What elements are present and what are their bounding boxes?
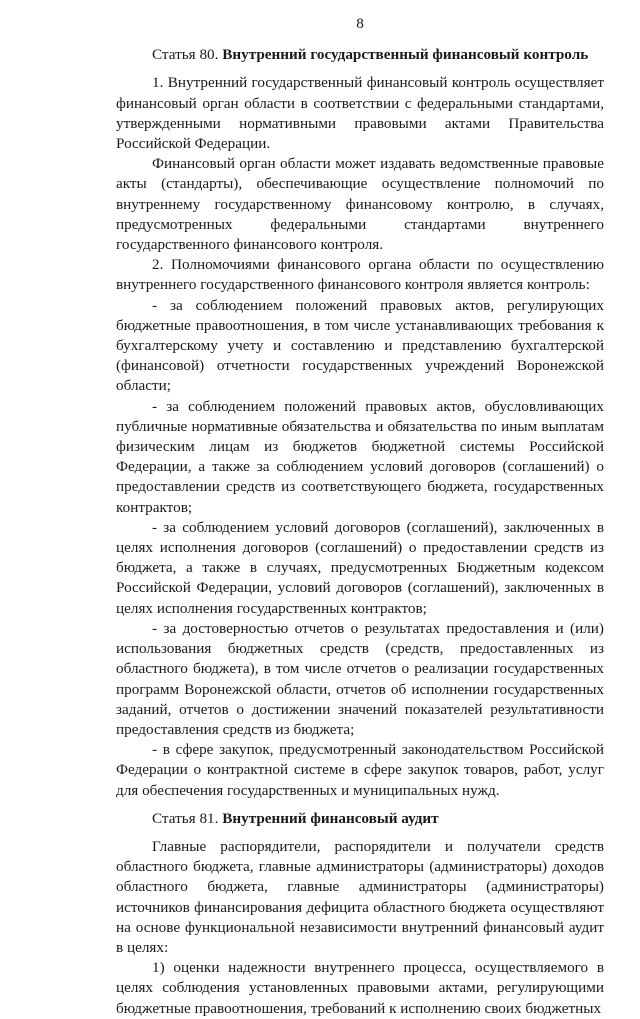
article-80-list-item: - за соблюдением положений правовых актов, обусловливающих публичные нормативные обязательства и обязательства по иным выплатам физическим лицам из бюджетов бюджетной системы Российской Федерации, а также за соблюдением условий договоров (соглашений) о предоставлении средств из соответствующего бюджета, государственных контрактов; xyxy=(116,397,604,516)
article-80-paragraph: 1. Внутренний государственный финансовый контроль осуществляет финансовый орган области в соответствии с федеральными стандартами, утвержденными нормативными правовыми актами Правительства Российской Федерации. xyxy=(116,74,604,153)
article-81-paragraph: 1) оценки надежности внутреннего процесса, осуществляемого в целях соблюдения установленных правовыми актами, регулирующими бюджетные правоотношения, требований к исполнению своих бюджетных xyxy=(116,959,604,1017)
article-81-title: Внутренний финансовый аудит xyxy=(222,809,439,827)
document-page xyxy=(116,14,604,1019)
article-80-paragraph: Финансовый орган области может издавать ведомственные правовые акты (стандарты), обеспечивающие осуществление полномочий по внутреннему государственному финансовому контролю, в случаях, предусмотренных федеральными стандартами внутреннего государственного финансового контроля. xyxy=(116,155,604,254)
article-81-paragraph: Главные распорядители, распорядители и получатели средств областного бюджета, главные администраторы (администраторы) доходов областного бюджета, главные администраторы (администраторы) источников финансирования дефицита областного бюджета осуществляют на основе функциональной независимости внутренний финансовый аудит в целях: xyxy=(116,837,604,956)
article-80-prefix: Статья 80. xyxy=(152,46,219,64)
article-80-paragraph: 2. Полномочиями финансового органа области по осуществлению внутреннего государственного финансового контроля является контроль: xyxy=(116,256,604,294)
article-80-list-item: - в сфере закупок, предусмотренный законодательством Российской Федерации о контрактной системе в сфере закупок товаров, работ, услуг для обеспечения государственных и муниципальных нужд. xyxy=(116,741,604,799)
article-80-list-item: - за достоверностью отчетов о результатах предоставления и (или) использования бюджетных средств (средств, предоставленных из областного бюджета), в том числе отчетов о реализации государственных программ Воронежской области, отчетов об исполнении государственных заданий, отчетов о достижении значений показателей результативности предоставления средств из бюджета; xyxy=(116,619,604,738)
article-81-prefix: Статья 81. xyxy=(152,809,219,827)
article-80-list-item: - за соблюдением условий договоров (соглашений), заключенных в целях исполнения договоров (соглашений) о предоставлении средств из бюджета, а также в случаях, предусмотренных Бюджетным кодексом Российской Федерации, условий договоров (соглашений), заключенных в целях исполнения государственных контрактов; xyxy=(116,518,604,617)
article-80-title: Внутренний государственный финансовый контроль xyxy=(222,46,589,64)
article-80-heading xyxy=(116,45,604,65)
page-number: 8 xyxy=(356,15,364,32)
article-81-heading xyxy=(116,809,604,829)
article-80-list-item: - за соблюдением положений правовых актов, регулирующих бюджетные правоотношения, в том числе устанавливающих требования к бухгалтерскому учету и составлению и представлению бухгалтерской (финансовой) отчетности государственных учреждений Воронежской области; xyxy=(116,296,604,395)
